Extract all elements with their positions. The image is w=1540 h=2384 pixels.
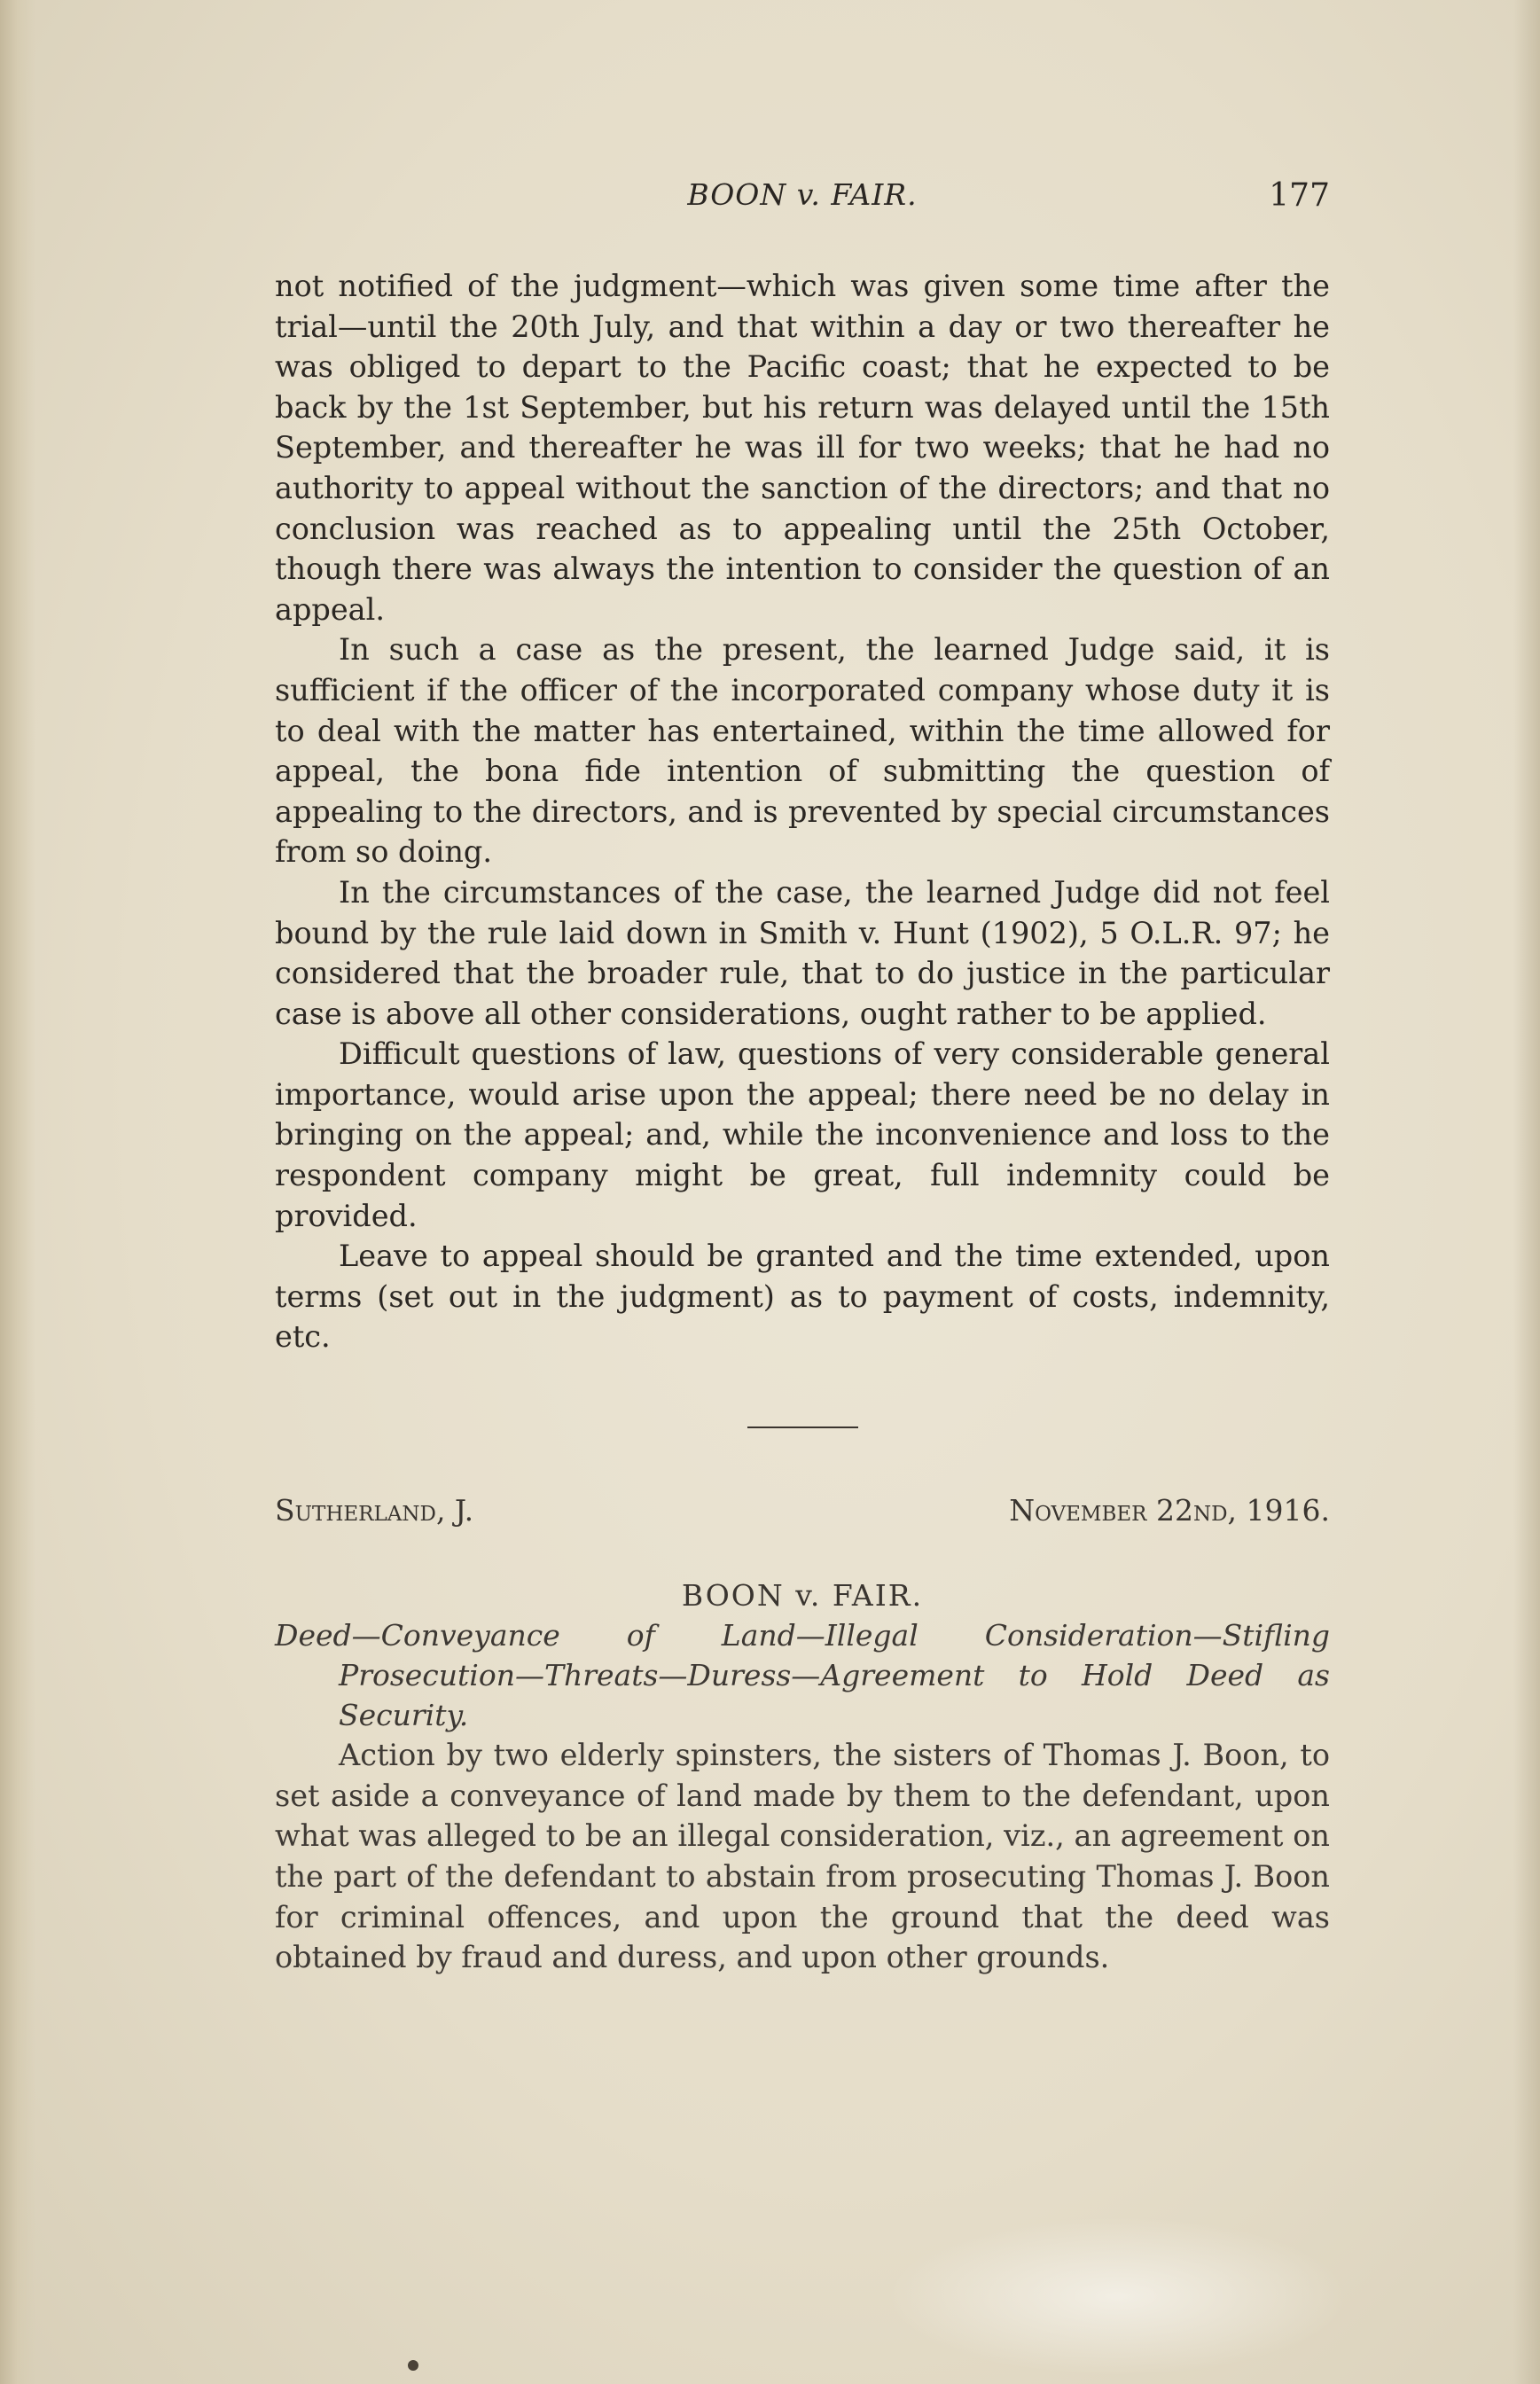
case-date: November 22nd, 1916. xyxy=(1009,1493,1330,1528)
case-title: BOON v. FAIR. xyxy=(681,1577,924,1613)
case-headnote: Deed—Conveyance of Land—Illegal Consideration—Stifling Prosecution—Threats—Duress—Agreement to Hold Deed as Security. xyxy=(275,1618,1330,1733)
case-summary: Action by two elderly spinsters, the sisters of Thomas J. Boon, to set aside a conveyance of land made by them to the defendant, upon what was alleged to be an illegal consideration, viz., an agreement on the part of the defendant to abstain from prosecuting Thomas J. Boon for criminal offences, and upon the ground that the deed was obtained by fraud and duress, and upon other grounds. xyxy=(275,1738,1330,1975)
body-paragraph: not notified of the judgment—which was given some time after the trial—until the 20th July, and that within a day or two thereafter he was obliged to depart to the Pacific coast; that he expected to be back by the 1st September, but his return was delayed until the 15th September, and thereafter he was ill for two weeks; that he had no authority to appeal without the sanction of the directors; and that no conclusion was reached as to appealing until the 25th October, though there was always the intention to consider the question of an appeal. xyxy=(275,269,1330,627)
page-number: 177 xyxy=(1269,177,1330,214)
page-content xyxy=(275,266,1330,1978)
body-paragraph: In the circumstances of the case, the learned Judge did not feel bound by the rule laid down in Smith v. Hunt (1902), 5 O.L.R. 97; he considered that the broader rule, that to do justice in the particular case is above all other considerations, ought rather to be applied. xyxy=(275,874,1330,1031)
section-divider xyxy=(747,1426,858,1428)
body-paragraph: Difficult questions of law, questions of very considerable general importance, would arise upon the appeal; there need be no delay in bringing on the appeal; and, while the inconvenience and loss to the respondent company might be great, full indemnity could be provided. xyxy=(275,1036,1330,1233)
running-head xyxy=(275,177,1330,231)
case-byline xyxy=(275,1490,1330,1531)
case-judge: Sutherland, J. xyxy=(275,1493,474,1528)
paper-stain xyxy=(887,2216,1348,2376)
page-edge-shadow xyxy=(1513,0,1540,2384)
spine-shadow xyxy=(0,0,35,2384)
running-title: BOON v. FAIR. xyxy=(687,177,918,212)
body-paragraph: In such a case as the present, the learned Judge said, it is sufficient if the officer of the incorporated company whose duty it is to deal with the matter has entertained, within the time allowed for appeal, the bona fide intention of submitting the question of appealing to the directors, and is prevented by special circumstances from so doing. xyxy=(275,632,1330,870)
ink-dot xyxy=(408,2360,418,2371)
body-paragraph: Leave to appeal should be granted and the time extended, upon terms (set out in the judgment) as to payment of costs, indemnity, etc. xyxy=(275,1239,1330,1355)
